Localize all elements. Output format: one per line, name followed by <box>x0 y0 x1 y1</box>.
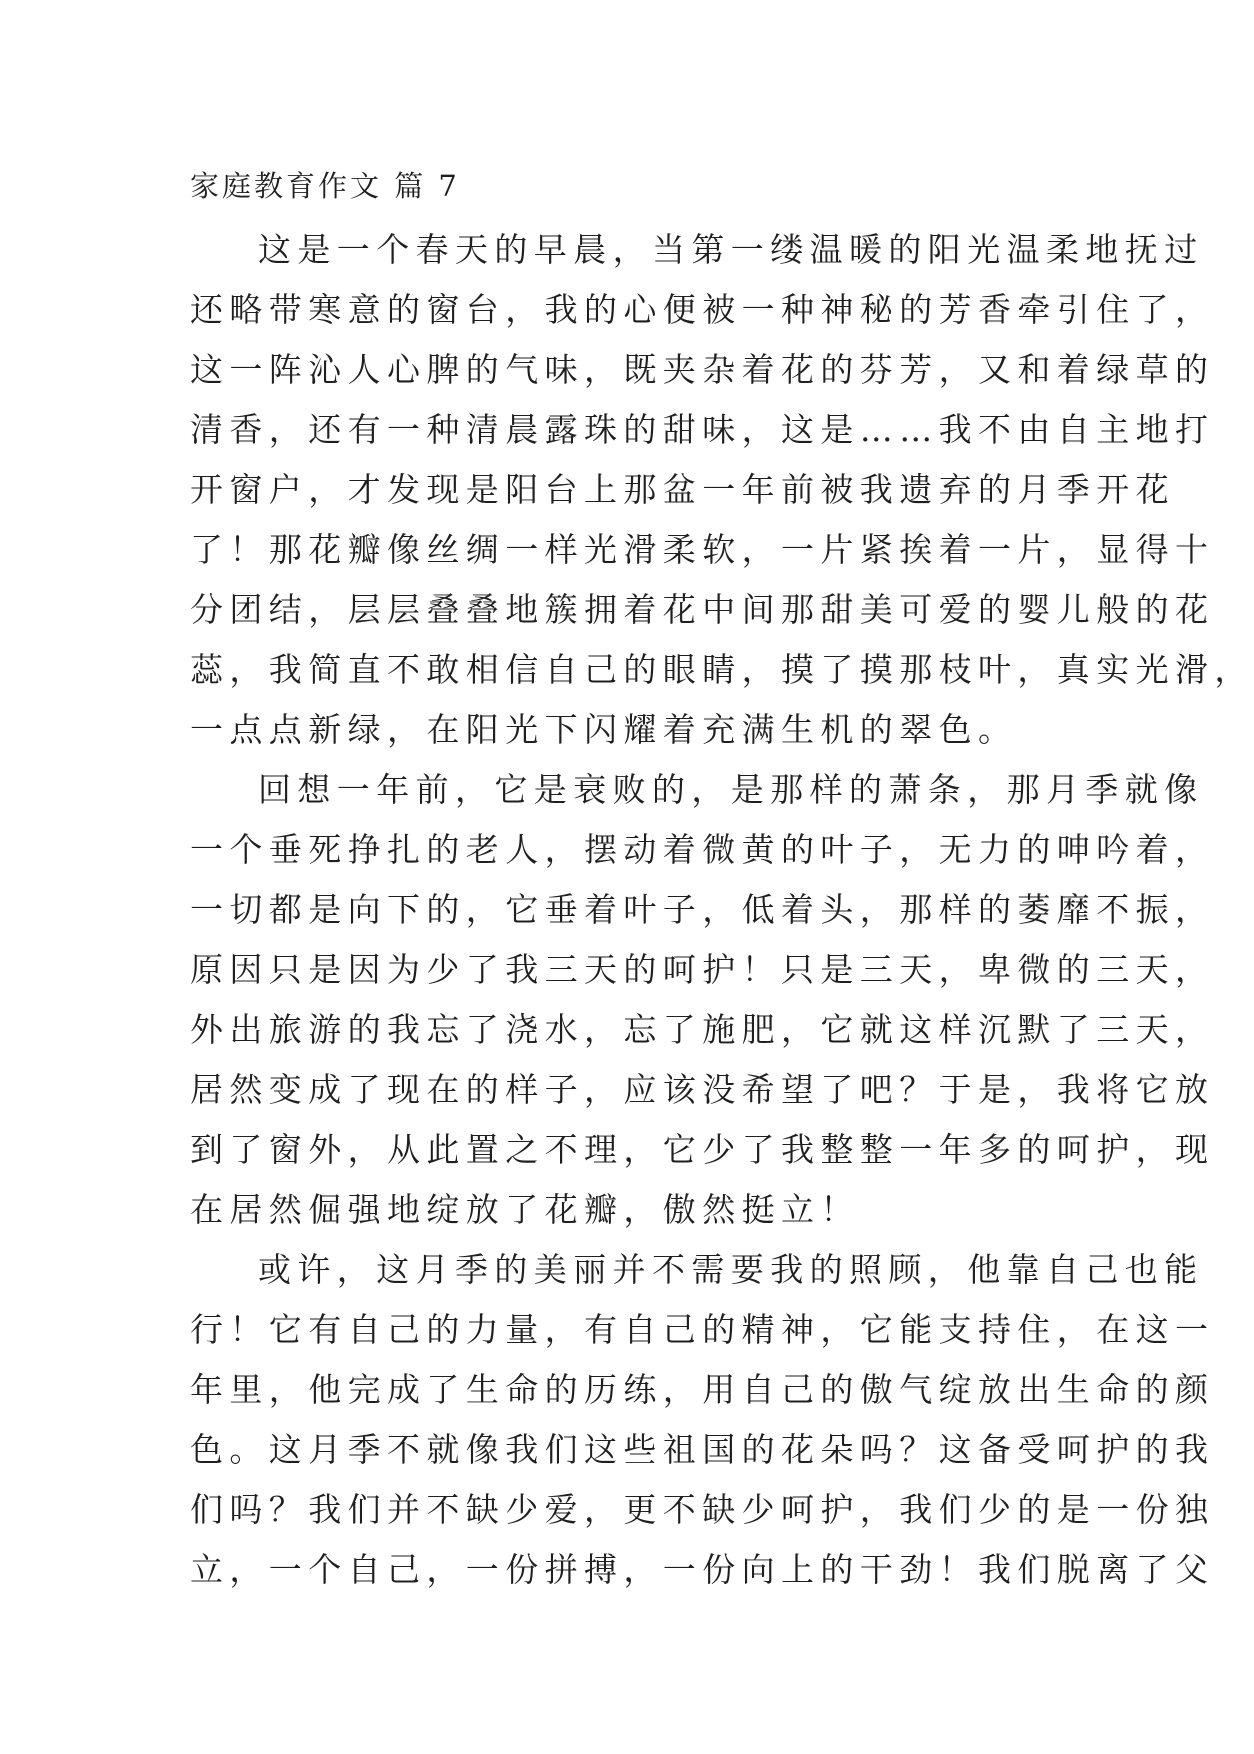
paragraph-1-line-2: 还略带寒意的窗台，我的心便被一种神秘的芳香牵引住了， <box>190 290 1215 329</box>
paragraph-2-line-6: 居然变成了现在的样子，应该没希望了吧？于是，我将它放 <box>190 1070 1215 1109</box>
paragraph-3-line-2: 行！它有自己的力量，有自己的精神，它能支持住，在这一 <box>190 1310 1215 1349</box>
paragraph-2-line-1: 回想一年前，它是衰败的，是那样的萧条，那月季就像 <box>258 770 1204 809</box>
paragraph-3-line-5: 们吗？我们并不缺少爱，更不缺少呵护，我们少的是一份独 <box>190 1490 1215 1529</box>
paragraph-3-line-6: 立，一个自己，一份拼搏，一份向上的干劲！我们脱离了父 <box>190 1550 1215 1589</box>
paragraph-2-line-8: 在居然倔强地绽放了花瓣，傲然挺立！ <box>190 1190 860 1229</box>
paragraph-2-line-4: 原因只是因为少了我三天的呵护！只是三天，卑微的三天， <box>190 950 1215 989</box>
paragraph-3-line-4: 色。这月季不就像我们这些祖国的花朵吗？这备受呵护的我 <box>190 1430 1215 1469</box>
paragraph-1-line-5: 开窗户，才发现是阳台上那盆一年前被我遗弃的月季开花 <box>190 470 1175 509</box>
document-body <box>190 220 1254 1600</box>
paragraph-2-line-5: 外出旅游的我忘了浇水，忘了施肥，它就这样沉默了三天， <box>190 1010 1215 1049</box>
paragraph-1-line-9: 一点点新绿，在阳光下闪耀着充满生机的翠色。 <box>190 710 1018 749</box>
document-title: 家庭教育作文 篇 7 <box>190 169 460 203</box>
paragraph-2-line-7: 到了窗外，从此置之不理，它少了我整整一年多的呵护，现 <box>190 1130 1215 1169</box>
paragraph-1-line-6: 了！那花瓣像丝绸一样光滑柔软，一片紧挨着一片，显得十 <box>190 530 1215 569</box>
paragraph-2-line-3: 一切都是向下的，它垂着叶子，低着头，那样的萎靡不振， <box>190 890 1215 929</box>
paragraph-1-line-3: 这一阵沁人心脾的气味，既夹杂着花的芬芳，又和着绿草的 <box>190 350 1215 389</box>
paragraph-1-line-7: 分团结，层层叠叠地簇拥着花中间那甜美可爱的婴儿般的花 <box>190 590 1215 629</box>
paragraph-2-line-2: 一个垂死挣扎的老人，摆动着微黄的叶子，无力的呻吟着， <box>190 830 1215 869</box>
paragraph-3-line-3: 年里，他完成了生命的历练，用自己的傲气绽放出生命的颜 <box>190 1370 1215 1409</box>
paragraph-1-line-4: 清香，还有一种清晨露珠的甜味，这是……我不由自主地打 <box>190 410 1215 449</box>
paragraph-3-line-1: 或许，这月季的美丽并不需要我的照顾，他靠自己也能 <box>258 1250 1204 1289</box>
paragraph-1-line-1: 这是一个春天的早晨，当第一缕温暖的阳光温柔地抚过 <box>258 230 1204 269</box>
paragraph-1-line-8: 蕊，我简直不敢相信自己的眼睛，摸了摸那枝叶，真实光滑， <box>190 650 1254 689</box>
